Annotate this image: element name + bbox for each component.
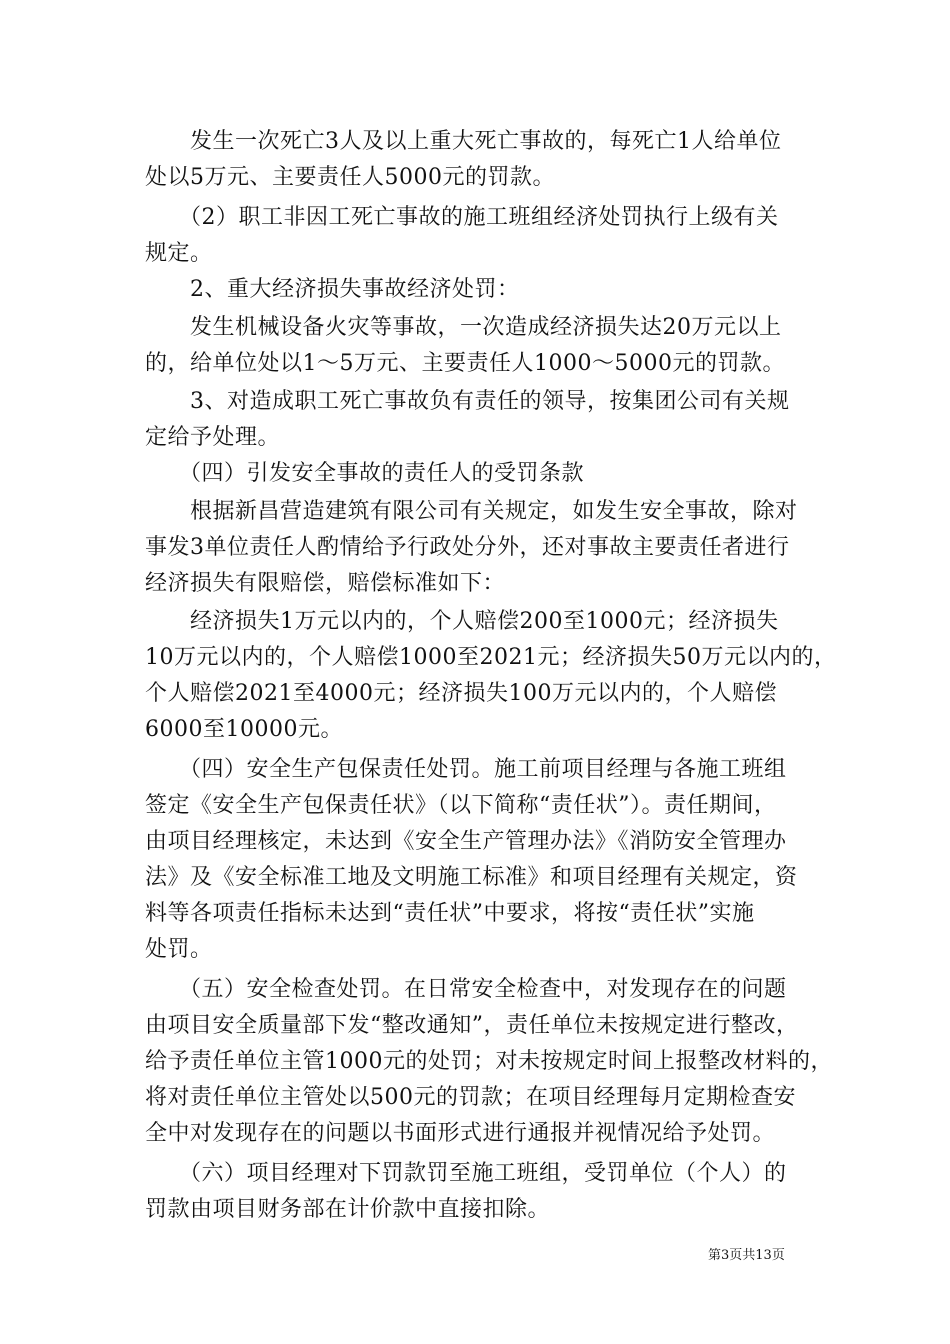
section-heading: （四）引发安全事故的责任人的受罚条款 xyxy=(145,461,585,486)
text-line: （2）职工非因工死亡事故的施工班组经济处罚执行上级有关 xyxy=(145,205,779,230)
text-line: 由项目经理核定，未达到《安全生产管理办法》《消防安全管理办 xyxy=(145,829,787,854)
text-line: 根据新昌营造建筑有限公司有关规定，如发生安全事故，除对 xyxy=(145,499,798,524)
text-line: 的，给单位处以1～5万元、主要责任人1000～5000元的罚款。 xyxy=(145,351,785,376)
text-line: 罚款由项目财务部在计价款中直接扣除。 xyxy=(145,1197,551,1222)
text-line: 料等各项责任指标未达到“责任状”中要求，将按“责任状”实施 xyxy=(145,901,755,926)
text-line: 处罚。 xyxy=(145,937,213,962)
text-line: 定给予处理。 xyxy=(145,425,281,450)
page-number: 第3页共13页 xyxy=(708,1248,785,1263)
text-line: 经济损失1万元以内的，个人赔偿200至1000元；经济损失 xyxy=(145,609,779,634)
text-line: 规定。 xyxy=(145,241,213,266)
text-line: 发生一次死亡3人及以上重大死亡事故的，每死亡1人给单位 xyxy=(145,129,782,154)
text-line: 处以5万元、主要责任人5000元的罚款。 xyxy=(145,165,555,190)
text-line: 全中对发现存在的问题以书面形式进行通报并视情况给予处罚。 xyxy=(145,1121,776,1146)
text-line: 将对责任单位主管处以500元的罚款；在项目经理每月定期检查安 xyxy=(145,1085,796,1110)
text-line: 发生机械设备火灾等事故，一次造成经济损失达20万元以上 xyxy=(145,315,782,340)
text-line: 3、对造成职工死亡事故负有责任的领导，按集团公司有关规 xyxy=(145,389,790,414)
text-line: （六）项目经理对下罚款罚至施工班组，受罚单位（个人）的 xyxy=(145,1161,787,1186)
text-line: 事发3单位责任人酌情给予行政处分外，还对事故主要责任者进行 xyxy=(145,535,790,560)
text-line: （五）安全检查处罚。在日常安全检查中，对发现存在的问题 xyxy=(145,977,787,1002)
text-line: 给予责任单位主管1000元的处罚；对未按规定时间上报整改材料的， xyxy=(145,1049,833,1074)
text-line: 法》及《安全标准工地及文明施工标准》和项目经理有关规定，资 xyxy=(145,865,798,890)
text-line: 签定《安全生产包保责任状》（以下简称“责任状”）。责任期间， xyxy=(145,793,777,818)
text-line: 6000至10000元。 xyxy=(145,717,343,742)
text-line: 个人赔偿2021至4000元；经济损失100万元以内的，个人赔偿 xyxy=(145,681,777,706)
text-line: 经济损失有限赔偿，赔偿标准如下： xyxy=(145,571,506,596)
text-line: 由项目安全质量部下发“整改通知”，责任单位未按规定进行整改， xyxy=(145,1013,799,1038)
text-line: （四）安全生产包保责任处罚。施工前项目经理与各施工班组 xyxy=(145,757,787,782)
text-line: 2、重大经济损失事故经济处罚： xyxy=(145,277,520,302)
text-line: 10万元以内的，个人赔偿1000至2021元；经济损失50万元以内的， xyxy=(145,645,837,670)
